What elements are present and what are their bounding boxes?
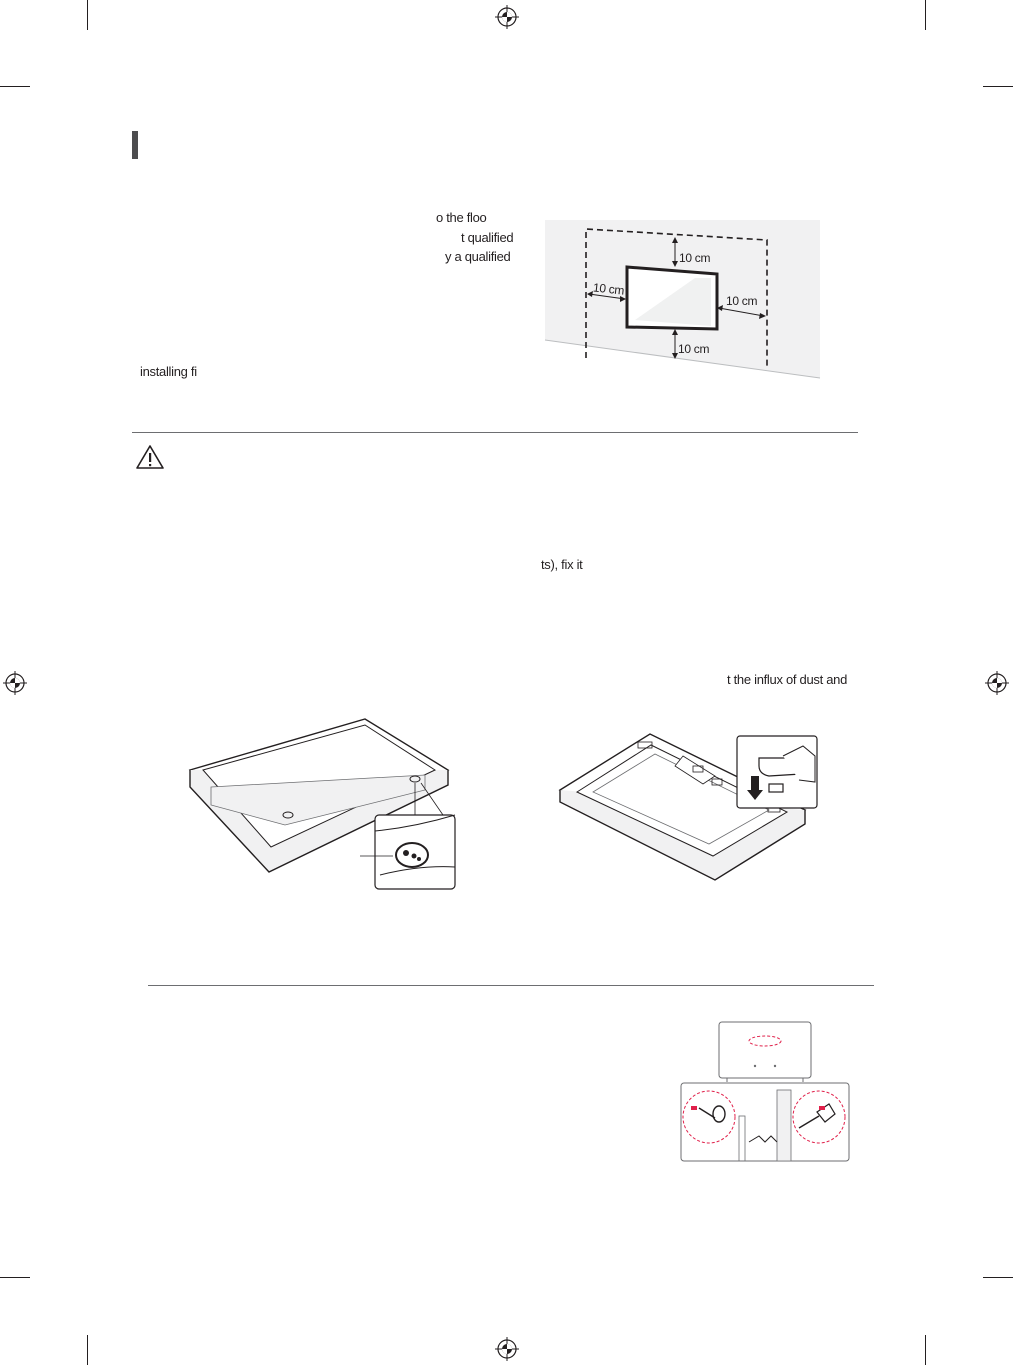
clearance-right-label: 10 cm bbox=[726, 294, 758, 308]
trim-mark-top-left-v bbox=[87, 0, 88, 30]
clearance-top-label: 10 cm bbox=[679, 251, 711, 265]
caution-triangle-icon bbox=[135, 444, 165, 470]
registration-mark-icon bbox=[985, 671, 1009, 695]
trim-mark-top-right-v bbox=[925, 0, 926, 30]
clearance-bottom-label: 10 cm bbox=[678, 342, 710, 356]
registration-mark-icon bbox=[495, 5, 519, 29]
tv-back-illustration-right bbox=[555, 730, 820, 880]
text-fragment-dust: t the influx of dust and bbox=[727, 672, 847, 687]
eye-bolt-bracket-illustration bbox=[679, 1020, 851, 1162]
trim-mark-top-left-h bbox=[0, 86, 30, 87]
text-fragment-qualified-2: y a qualified bbox=[445, 249, 511, 264]
trim-mark-top-right-h bbox=[983, 86, 1013, 87]
section-title-bar bbox=[132, 131, 138, 159]
clearance-diagram-art bbox=[545, 220, 820, 380]
tv-back-art-left bbox=[185, 715, 460, 895]
text-fragment-fix-it: ts), fix it bbox=[541, 557, 583, 572]
tv-back-illustration-left bbox=[185, 715, 460, 895]
registration-mark-icon bbox=[495, 1337, 519, 1361]
trim-mark-bottom-right-h bbox=[983, 1277, 1013, 1278]
clearance-diagram bbox=[545, 220, 820, 380]
caution-section-rule bbox=[132, 432, 858, 433]
bottom-section-rule bbox=[148, 985, 874, 986]
registration-mark-icon bbox=[3, 671, 27, 695]
eye-bolt-bracket-art bbox=[679, 1020, 851, 1162]
clearance-left-label: 10 cm bbox=[592, 280, 625, 298]
text-fragment-floor: o the floo bbox=[436, 210, 487, 225]
text-fragment-installing: installing fi bbox=[140, 364, 197, 379]
text-fragment-qualified-1: t qualified bbox=[461, 230, 514, 245]
trim-mark-bottom-left-h bbox=[0, 1277, 30, 1278]
trim-mark-bottom-right-v bbox=[925, 1335, 926, 1365]
trim-mark-bottom-left-v bbox=[87, 1335, 88, 1365]
tv-back-art-right bbox=[555, 730, 820, 880]
